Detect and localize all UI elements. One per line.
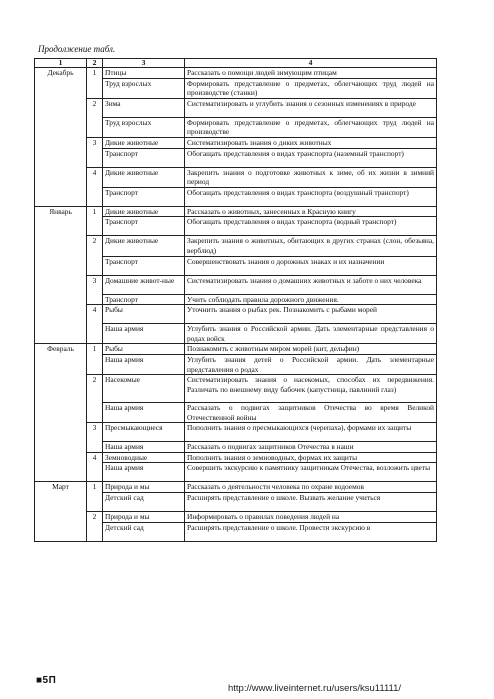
week-cell: 3 bbox=[87, 137, 103, 167]
table-row bbox=[35, 137, 437, 148]
content-cell: Рассказать о животных, занесенных в Красную книгу bbox=[185, 206, 437, 217]
content-cell: Систематизировать знания о насекомых, способах их передвижения. Различать по внешнему виду бабочек (капустница, павлиний глаз) bbox=[185, 375, 437, 403]
table-row bbox=[35, 344, 437, 355]
topic-cell: Дикие животные bbox=[103, 167, 185, 187]
topic-cell: Труд взрослых bbox=[103, 117, 185, 137]
table-row bbox=[35, 452, 437, 463]
content-cell: Расширять представление о школе. Провести экскурсию в bbox=[185, 522, 437, 541]
week-cell: 3 bbox=[87, 423, 103, 453]
topic-cell: Природа и мы bbox=[103, 512, 185, 523]
column-number-1: 1 bbox=[35, 59, 87, 68]
week-cell: 1 bbox=[87, 206, 103, 236]
topic-cell: Дикие животные bbox=[103, 137, 185, 148]
topic-cell: Наша армия bbox=[103, 442, 185, 453]
content-cell: Формировать представление о предметах, облегчающих труд людей на производстве bbox=[185, 117, 437, 137]
table-row bbox=[35, 275, 437, 294]
topic-cell: Дикие животные bbox=[103, 236, 185, 256]
topic-cell: Наша армия bbox=[103, 354, 185, 374]
content-cell: Систематизировать и углубить знания о сезонных изменениях в природе bbox=[185, 98, 437, 117]
content-cell: Углубить знания детей о Российской армии. Дать элементарные представления о родах bbox=[185, 354, 437, 374]
column-number-2: 2 bbox=[87, 59, 103, 68]
column-number-3: 3 bbox=[103, 59, 185, 68]
topic-cell: Домашние живот-ные bbox=[103, 275, 185, 294]
table-row bbox=[35, 98, 437, 117]
week-cell: 1 bbox=[87, 68, 103, 99]
topic-cell: Транспорт bbox=[103, 217, 185, 236]
content-cell: Совершенствовать знания о дорожных знаках и их назначении bbox=[185, 256, 437, 275]
week-cell: 4 bbox=[87, 167, 103, 206]
topic-cell: Труд взрослых bbox=[103, 78, 185, 98]
content-cell: Обогащать представления о видах транспорта (водный транспорт) bbox=[185, 217, 437, 236]
week-cell: 4 bbox=[87, 452, 103, 482]
week-cell: 2 bbox=[87, 236, 103, 275]
month-cell: Декабрь bbox=[35, 68, 87, 207]
content-cell: Обогащать представления о видах транспорта (наземный транспорт) bbox=[185, 148, 437, 167]
topic-cell: Насекомые bbox=[103, 375, 185, 403]
week-cell: 2 bbox=[87, 375, 103, 423]
content-cell: Пополнить знания о земноводных, формах их защиты bbox=[185, 452, 437, 463]
table-row bbox=[35, 512, 437, 523]
topic-cell: Транспорт bbox=[103, 187, 185, 206]
content-cell: Расширять представление о школе. Вызвать желание учиться bbox=[185, 493, 437, 512]
topic-cell: Наша армия bbox=[103, 403, 185, 423]
week-cell: 2 bbox=[87, 512, 103, 542]
content-cell: Обогащать представления о видах транспорта (воздушный транспорт) bbox=[185, 187, 437, 206]
topic-cell: Детский сад bbox=[103, 522, 185, 541]
month-cell: Февраль bbox=[35, 344, 87, 482]
table-caption: Продолжение табл. bbox=[38, 44, 116, 54]
content-cell: Рассказать о деятельности человека по охране водоемов bbox=[185, 482, 437, 493]
week-cell: 1 bbox=[87, 482, 103, 512]
content-cell: Информировать о правилах поведения людей на bbox=[185, 512, 437, 523]
topic-cell: Детский сад bbox=[103, 493, 185, 512]
topic-cell: Природа и мы bbox=[103, 482, 185, 493]
table-row bbox=[35, 167, 437, 187]
content-cell: Уточнить знания о рыбах рек. Познакомить с рыбами морей bbox=[185, 305, 437, 324]
topic-cell: Дикие животные bbox=[103, 206, 185, 217]
week-cell: 1 bbox=[87, 344, 103, 375]
content-cell: Пополнить знания о пресмыкающихся (черепаха), формами их защиты bbox=[185, 423, 437, 442]
content-cell: Рассказать о подвигах защитников Отечества в наши bbox=[185, 442, 437, 453]
table-row bbox=[35, 423, 437, 442]
content-cell: Совершить экскурсию к памятнику защитникам Отечества, возложить цветы bbox=[185, 463, 437, 482]
table-row bbox=[35, 305, 437, 324]
table-row bbox=[35, 375, 437, 403]
table-row bbox=[35, 236, 437, 256]
topic-cell: Рыбы bbox=[103, 305, 185, 324]
table-header-row bbox=[35, 59, 437, 68]
topic-cell: Транспорт bbox=[103, 256, 185, 275]
topic-cell: Наша армия bbox=[103, 324, 185, 344]
topic-cell: Зима bbox=[103, 98, 185, 117]
source-watermark: http://www.liveinternet.ru/users/ksu11111/ bbox=[228, 683, 402, 694]
topic-cell: Рыбы bbox=[103, 344, 185, 355]
content-cell: Формировать представление о предметах, облегчающих труд людей на производстве (станки) bbox=[185, 78, 437, 98]
content-cell: Систематизировать знания о диких животных bbox=[185, 137, 437, 148]
program-table bbox=[34, 58, 437, 542]
month-cell: Март bbox=[35, 482, 87, 541]
page-number: ■5П bbox=[36, 675, 57, 686]
week-cell: 2 bbox=[87, 98, 103, 137]
content-cell: Рассказать о помощи людей зимующим птицам bbox=[185, 68, 437, 79]
content-cell: Закрепить знания о животных, обитающих в других странах (слон, обезьяна, верблюд) bbox=[185, 236, 437, 256]
content-cell: Углубить знания о Российской армии. Дать элементарные представления о родах войск bbox=[185, 324, 437, 344]
content-cell: Закрепить знания о подготовке животных к зиме, об их жизни в зимний период bbox=[185, 167, 437, 187]
content-cell: Рассказать о подвигах защитников Отечества во время Великой Отечественной войны bbox=[185, 403, 437, 423]
topic-cell: Пресмыкающиеся bbox=[103, 423, 185, 442]
column-number-4: 4 bbox=[185, 59, 437, 68]
table-row bbox=[35, 206, 437, 217]
topic-cell: Птицы bbox=[103, 68, 185, 79]
week-cell: 4 bbox=[87, 305, 103, 344]
table-row bbox=[35, 482, 437, 493]
week-cell: 3 bbox=[87, 275, 103, 305]
topic-cell: Земноводные bbox=[103, 452, 185, 463]
topic-cell: Транспорт bbox=[103, 294, 185, 305]
month-cell: Январь bbox=[35, 206, 87, 344]
content-cell: Систематизировать знания о домашних животных и заботе о них человека bbox=[185, 275, 437, 294]
content-cell: Познакомить с животным миром морей (кит, дельфин) bbox=[185, 344, 437, 355]
content-cell: Учить соблюдать правила дорожного движения. bbox=[185, 294, 437, 305]
topic-cell: Наша армия bbox=[103, 463, 185, 482]
table-row bbox=[35, 68, 437, 79]
topic-cell: Транспорт bbox=[103, 148, 185, 167]
